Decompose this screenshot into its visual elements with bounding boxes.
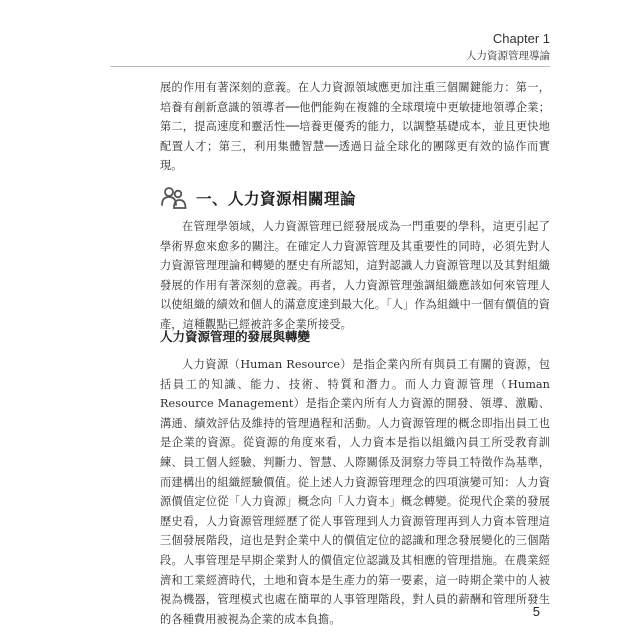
intro-paragraph: 展的作用有著深刻的意義。在人力資源領域應更加注重三個關鍵能力：第一，培養有創新意識的領導者──他們能夠在複雜的全球環境中更敏捷地領導企業；第二，提高速度和靈活性──培養更優秀的能力，以調整基礎成本，並且更快地配置人才；第三，利用集體智慧──透過日益全球化的團隊更有效的協作而實現。 (160, 81, 550, 173)
subsection-paragraph: 人力資源（Human Resource）是指企業內所有與員工有關的資源，包括員工的知識、能力、技術、特質和潛力。而人力資源管理（Human Resource Management）是指企業內所有人力資源的開發、領導、激勵、溝通、績效評估及維持的管理過程和活動。人力資源管理的概念即指出員工也是企業的資源。從資源的角度來看，人力資本是指以組織內員工所受教育訓練、員工個人經驗、判斷力、智慧、人際關係及洞察力等員工特徵作為基準，而建構出的組織經驗價值。從上述人力資源管理理念的四項演變可知：人力資源價值定位從「人力資源」概念向「人力資本」概念轉變。從現代企業的發展歷史看，人力資源管理經歷了從人事管理到人力資源管理再到人力資本管理這三個發展階段，這也是對企業中人的價值定位的認識和理念發展變化的三個階段。人事管理是早期企業對人的價值定位認識及其相應的管理措施。在農業經濟和工業經濟時代，土地和資本是生產力的第一要素，這一時期企業中的人被視為機器，管理模式也處在簡單的人事管理階段，對人員的薪酬和管理所發生的各種費用被視為企業的成本負擔。 (160, 358, 550, 626)
chapter-label: Chapter 1 (492, 31, 550, 46)
section-heading (160, 183, 356, 213)
section-title: 一、人力資源相關理論 (196, 190, 357, 208)
section-paragraph: 在管理學領域，人力資源管理已經發展成為一門重要的學科，這更引起了學術界愈來愈多的關注。在確定人力資源管理及其重要性的同時，必須先對人力資源管理理論和轉變的歷史有所認知，這對認識人力資源管理以及其對組織發展的作用有著深刻的意義。再者，人力資源管理強調組織應該如何來管理人以使組織的績效和個人的滿意度達到最大化。「人」作為組織中一個有價值的資產，這種觀點已經被許多企業所接受。 (160, 220, 550, 331)
header-divider (110, 66, 550, 67)
subsection-title: 人力資源管理的發展與轉變 (160, 329, 311, 344)
page-number: 5 (532, 604, 540, 619)
people-group-icon (160, 185, 188, 211)
chapter-subtitle: 人力資源管理導論 (466, 50, 550, 62)
